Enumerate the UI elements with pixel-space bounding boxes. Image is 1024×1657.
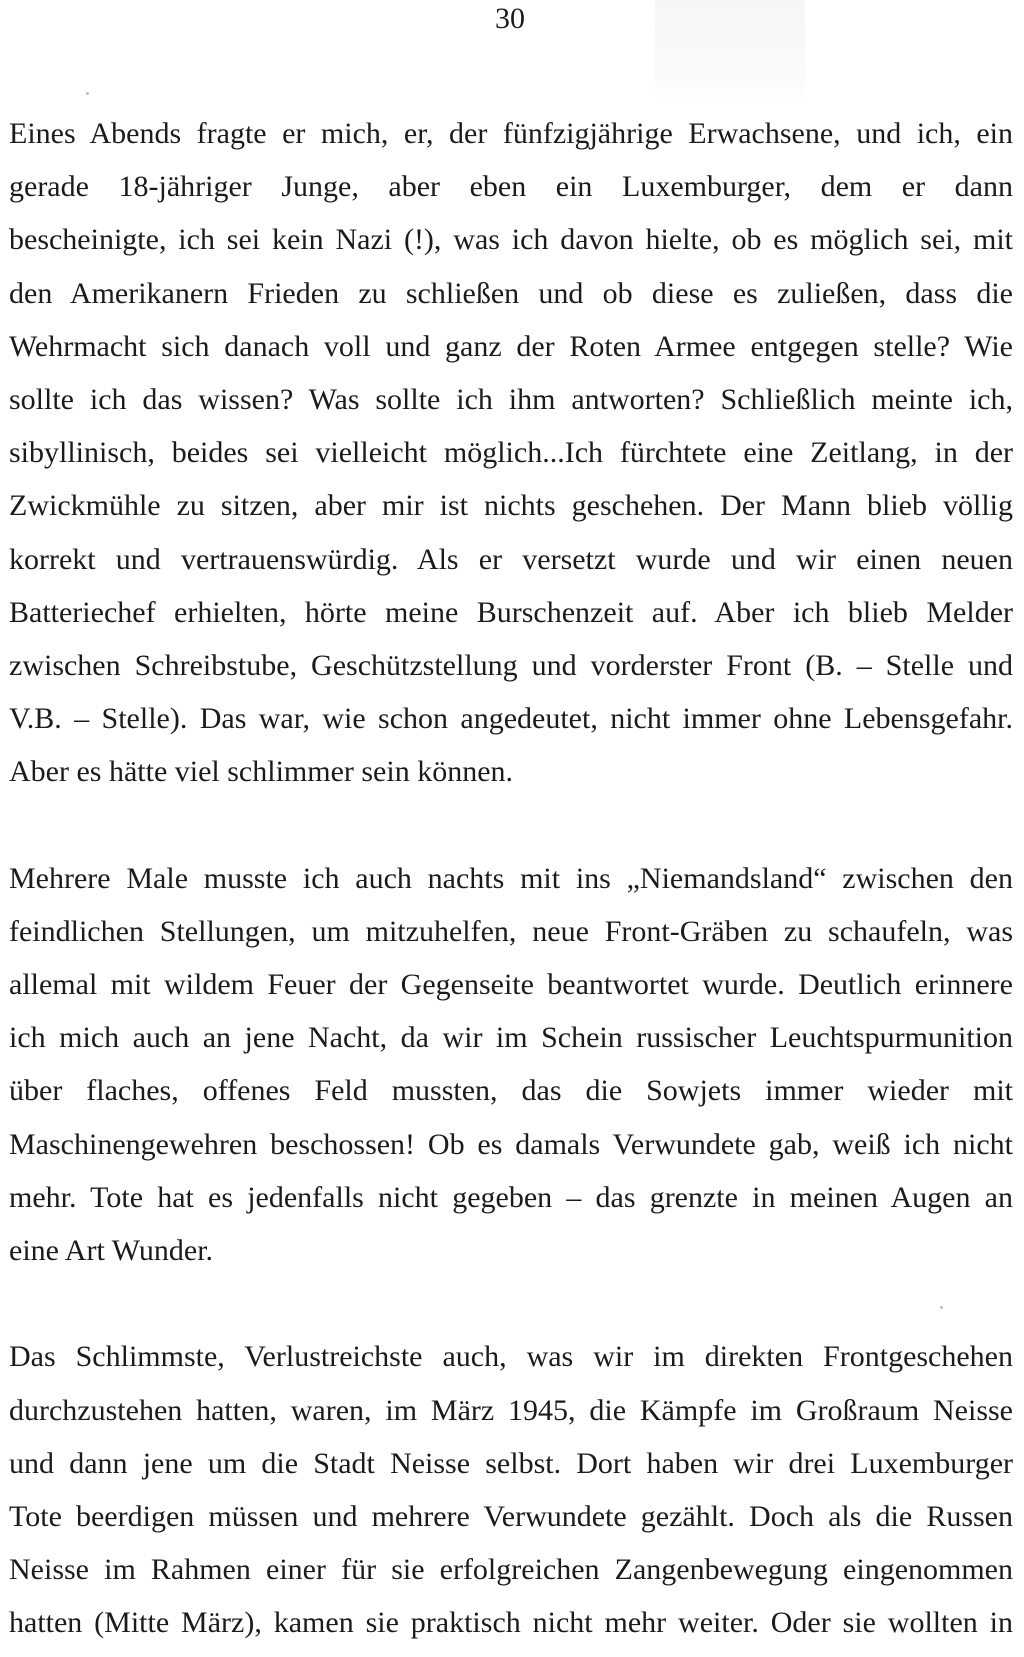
text-line: Mehrere Male musste ich auch nachts mit ins „Niemandsland“ zwischen den: [9, 861, 1013, 895]
text-line: den Amerikanern Frieden zu schließen und ob diese es zuließen, dass die: [9, 276, 1013, 310]
text-line: sibyllinisch, beides sei vielleicht möglich...Ich fürchtete eine Zeitlang, in der: [9, 436, 1013, 470]
page-number: 30: [495, 2, 525, 35]
text-line: Eines Abends fragte er mich, er, der fünfzigjährige Erwachsene, und ich, ein: [9, 117, 1013, 150]
text-line: Maschinengewehren beschossen! Ob es damals Verwundete gab, weiß ich nicht: [9, 1127, 1013, 1161]
text-line: Zwickmühle zu sitzen, aber mir ist nichts geschehen. Der Mann blieb völlig: [9, 489, 1013, 523]
text-line: Wehrmacht sich danach voll und ganz der Roten Armee entgegen stelle? Wie: [9, 329, 1013, 363]
text-line: Das Schlimmste, Verlustreichste auch, was wir im direkten Frontgeschehen: [9, 1340, 1013, 1374]
text-line: Batteriechef erhielten, hörte meine Burschenzeit auf. Aber ich blieb Melder: [9, 595, 1013, 629]
text-line: hatten (Mitte März), kamen sie praktisch nicht mehr weiter. Oder sie wollten in: [9, 1606, 1013, 1640]
text-line: ich mich auch an jene Nacht, da wir im Schein russischer Leuchtspurmunition: [9, 1021, 1013, 1055]
text-line: Aber es hätte viel schlimmer sein können.: [9, 755, 514, 789]
text-line: Neisse im Rahmen einer für sie erfolgreichen Zangenbewegung eingenommen: [9, 1553, 1013, 1587]
paragraph: [9, 852, 1013, 1278]
scan-shadow: [655, 0, 805, 105]
text-line: durchzustehen hatten, waren, im März 1945, die Kämpfe im Großraum Neisse: [9, 1393, 1013, 1427]
text-line: mehr. Tote hat es jedenfalls nicht gegeben – das grenzte in meinen Augen an: [9, 1180, 1013, 1214]
text-line: bescheinigte, ich sei kein Nazi (!), was ich davon hielte, ob es möglich sei, mit: [9, 223, 1013, 257]
text-line: korrekt und vertrauenswürdig. Als er versetzt wurde und wir einen neuen: [9, 542, 1013, 576]
text-line: eine Art Wunder.: [9, 1233, 214, 1267]
text-line: sollte ich das wissen? Was sollte ich ihm antworten? Schließlich meinte ich,: [9, 382, 1013, 416]
paragraph: [9, 1330, 1013, 1649]
text-line: allemal mit wildem Feuer der Gegenseite beantwortet wurde. Deutlich erinnere: [9, 968, 1013, 1001]
scan-speck: [86, 92, 89, 95]
text-line: und dann jene um die Stadt Neisse selbst. Dort haben wir drei Luxemburger: [9, 1446, 1013, 1480]
document-body: [9, 107, 1013, 1649]
text-line: Tote beerdigen müssen und mehrere Verwundete gezählt. Doch als die Russen: [9, 1499, 1013, 1533]
paragraph: [9, 107, 1013, 798]
text-line: V.B. – Stelle). Das war, wie schon angedeutet, nicht immer ohne Lebensgefahr.: [9, 702, 1013, 736]
text-line: gerade 18-jähriger Junge, aber eben ein Luxemburger, dem er dann: [9, 170, 1013, 204]
text-line: feindlichen Stellungen, um mitzuhelfen, neue Front-Gräben zu schaufeln, was: [9, 914, 1013, 948]
text-line: zwischen Schreibstube, Geschützstellung und vorderster Front (B. – Stelle und: [9, 648, 1013, 682]
text-line: über flaches, offenes Feld mussten, das die Sowjets immer wieder mit: [9, 1074, 1013, 1108]
